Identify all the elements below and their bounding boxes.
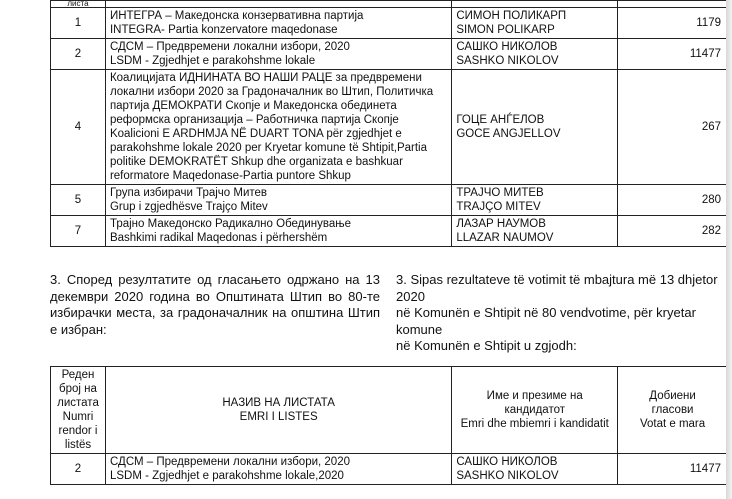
list-name: Трајно Македонско Радикално Обединување Bashkimi radikal Maqedonas i përhershëm	[105, 216, 451, 247]
votes-count: 11477	[618, 39, 728, 70]
header-stub-cell: листа	[51, 1, 106, 8]
list-number: 2	[51, 39, 106, 70]
header-list-number: Реден број на листата Numri rendor i listës	[51, 367, 106, 454]
table-row	[51, 185, 728, 216]
table-header-stub	[51, 1, 728, 8]
table-row	[51, 39, 728, 70]
list-number: 4	[51, 70, 106, 185]
list-number: 7	[51, 216, 106, 247]
header-list-name: НАЗИВ НА ЛИСТАТА EMRI I LISTES	[105, 367, 451, 454]
table-row	[51, 8, 728, 39]
results-table	[50, 0, 728, 247]
list-name: Група избирачи Трајчо Митев Grup i zgjedhësve Trajço Mitev	[105, 185, 451, 216]
winner-table	[50, 366, 728, 485]
candidate-name: ЛАЗАР НАУМОВ LLAZAR NAUMOV	[452, 216, 618, 247]
table-row	[51, 70, 728, 185]
paragraph-macedonian: 3. Според резултатите од гласањето одржано на 13 декември 2020 година во Општината Штип во 80-те избирачки места, за градоначалник на општина Штип е избран:	[50, 272, 380, 337]
list-number: 5	[51, 185, 106, 216]
header-candidate: Име и презиме на кандидатот Emri dhe mbiemri i kandidatit	[452, 367, 618, 454]
candidate-name: СИМОН ПОЛИКАРП SIMON POLIKARP	[452, 8, 618, 39]
candidate-name: САШКО НИКОЛОВ SASHKO NIKOLOV	[452, 39, 618, 70]
candidate-name: ГОЦЕ АНЃЕЛОВ GOCE ANGJELLOV	[452, 70, 618, 185]
list-number: 2	[51, 454, 106, 485]
page-edge-shadow	[726, 0, 732, 499]
candidate-name: ТРАЈЧО МИТЕВ TRAJÇO MITEV	[452, 185, 618, 216]
list-number: 1	[51, 8, 106, 39]
header-votes: Добиени гласови Votat e mara	[618, 367, 728, 454]
votes-count: 282	[618, 216, 728, 247]
list-name: Коалицијата ИДНИНАТА ВО НАШИ РАЦЕ за предвремени локални избори 2020 за Градоначалник во Штип, Политичка партија ДЕМОКРАТИ Скопје и Македонска обединета реформска организација – Работничка партија Скопје Koalicioni E ARDHMJA NË DUART TONA për zgjedhjet e parakohshme lokale 2020 per Kryetar komune të Shtipit,Partia politike DEMOKRATËT Shkup dhe organizata e bashkuar reformatore Maqedonase-Partia puntore Shkup	[105, 70, 451, 185]
votes-count: 11477	[618, 454, 728, 485]
votes-count: 280	[618, 185, 728, 216]
list-name: СДСМ – Предвремени локални избори, 2020 LSDM - Zgjedhjet e parakohshme lokale	[105, 39, 451, 70]
paragraph-albanian: 3. Sipas rezultateve të votimit të mbajtura më 13 dhjetor 2020 në Komunën e Shtipit në 80 vendvotime, për kryetar komune në Komunën e Shtipit u zgjodh:	[396, 272, 718, 353]
list-name: СДСМ – Предвремени локални избори, 2020 LSDM - Zgjedhjet e parakohshme lokale,2020	[105, 454, 451, 485]
table-row	[51, 216, 728, 247]
votes-count: 1179	[618, 8, 728, 39]
list-name: ИНТЕГРА – Македонска конзервативна партија INTEGRA- Partia konzervatore maqedonase	[105, 8, 451, 39]
votes-count: 267	[618, 70, 728, 185]
winner-table-header	[51, 367, 728, 454]
candidate-name: САШКО НИКОЛОВ SASHKO NIKOLOV	[452, 454, 618, 485]
table-row	[51, 454, 728, 485]
